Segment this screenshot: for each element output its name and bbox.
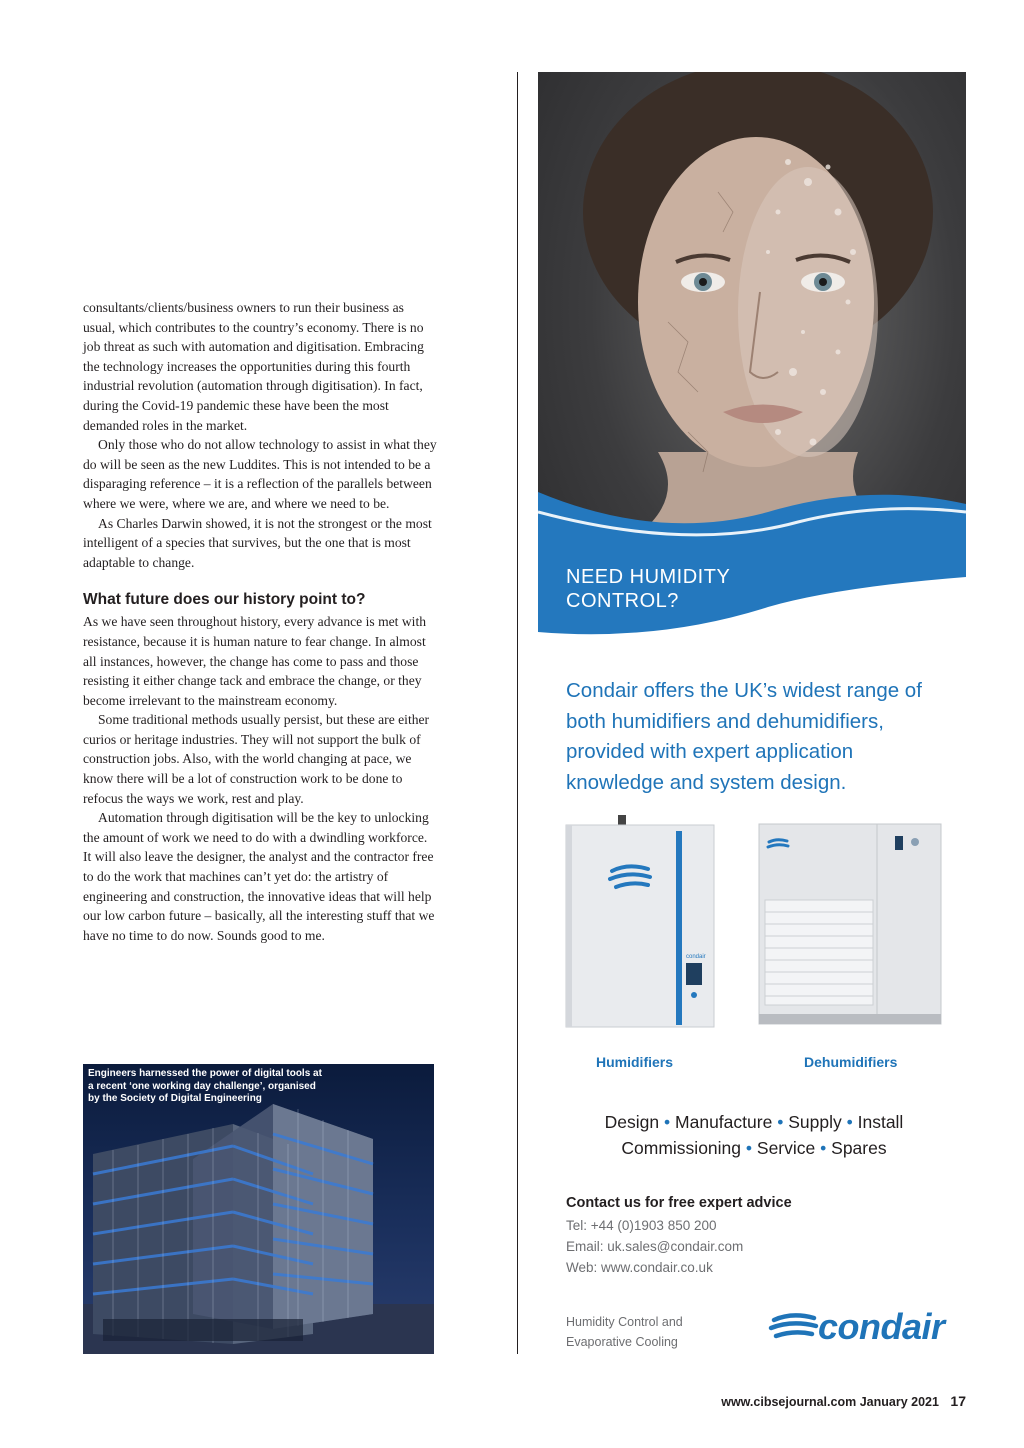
humidifier-product-image — [560, 815, 718, 1030]
separator-dot: • — [820, 1138, 827, 1158]
article-paragraph: consultants/clients/business owners to run their business as usual, which contributes to the country’s economy. There is no job threat as such with automation and digitisation. Embracing the technology increases the opportunities during this fourth industrial revolution (automation through digitisation). In fact, during the Covid-19 pandemic these have been the most demanded roles in the market. — [83, 300, 424, 433]
contact-email[interactable]: Email: uk.sales@condair.com — [566, 1239, 744, 1254]
contact-block — [566, 1192, 946, 1278]
contact-web[interactable]: Web: www.condair.co.uk — [566, 1260, 713, 1275]
building-illustration — [83, 1064, 434, 1354]
separator-dot: • — [777, 1112, 784, 1132]
ad-headline — [566, 565, 816, 613]
services-line — [540, 1135, 968, 1161]
condair-wave-logo-icon — [768, 1310, 820, 1344]
contact-tel[interactable]: Tel: +44 (0)1903 850 200 — [566, 1218, 717, 1233]
service-item: Design — [604, 1112, 660, 1132]
ad-tagline — [566, 1313, 746, 1352]
page-number: 17 — [950, 1393, 966, 1409]
photo-caption: Engineers harnessed the power of digital tools at a recent ‘one working day challenge’, organised by the Society of Digital Engineering — [88, 1068, 322, 1104]
ad-headline-line: CONTROL? — [566, 590, 679, 612]
article-paragraph: As Charles Darwin showed, it is not the strongest or the most intelligent of a species that survives, but the one that is most adaptable to change. — [83, 515, 432, 570]
services-line — [540, 1109, 968, 1135]
page-footer — [721, 1393, 966, 1409]
footer-url[interactable]: www.cibsejournal.com — [721, 1395, 857, 1409]
ad-headline-line: NEED HUMIDITY — [566, 566, 731, 588]
separator-dot: • — [745, 1138, 753, 1158]
article-body — [83, 298, 437, 945]
article-paragraph: Only those who do not allow technology to assist in what they do will be seen as the new Luddites. This is not intended to be a disparaging reference – it is a reflection of the parallels between where we were, where we are, and where we need to be. — [83, 437, 437, 511]
service-item: Spares — [831, 1138, 887, 1158]
ad-lead-text: Condair offers the UK’s widest range of both humidifiers and dehumidifiers, provided with expert application knowledge and system design. — [566, 679, 922, 794]
article-paragraph: As we have seen throughout history, every advance is met with resistance, because it is human nature to fear change. In almost all instances, however, the change has come to pass and those resisting it either change tack and embrace the change, or they become irrelevant to the mainstream economy. — [83, 614, 427, 708]
article-paragraph: Automation through digitisation will be the key to unlocking the amount of work we need to do with a dwindling workforce. It will also leave the designer, the analyst and the contractor free to do the work that machines can’t yet do: the artistry of engineering and construction, the innovative ideas that will help our low carbon future – basically, all the interesting stuff that we have no time to do now. Sounds good to me. — [83, 810, 435, 943]
tagline-line: Humidity Control and — [566, 1315, 683, 1329]
humidifier-brand-mark: condair — [686, 954, 706, 960]
service-item: Install — [857, 1112, 904, 1132]
service-item: Manufacture — [675, 1112, 773, 1132]
product-label-dehumidifiers: Dehumidifiers — [804, 1054, 898, 1070]
footer-issue: January 2021 — [859, 1395, 939, 1409]
building-photo — [83, 1064, 434, 1354]
article-paragraph: Some traditional methods usually persist, but these are either curios or heritage industries. They will not support the bulk of construction jobs. Also, with the world changing at pace, we know there will be a lot of construction work to be done to refocus the ways we work, rest and play. — [83, 712, 430, 806]
condair-logo: condair — [818, 1306, 945, 1347]
service-item: Supply — [788, 1112, 842, 1132]
tagline-line: Evaporative Cooling — [566, 1334, 678, 1349]
product-label-humidifiers: Humidifiers — [596, 1054, 674, 1070]
separator-dot: • — [664, 1112, 671, 1132]
service-item: Commissioning — [621, 1138, 742, 1158]
dehumidifier-product-image — [755, 820, 945, 1032]
column-divider — [517, 72, 518, 1354]
article-subheading: What future does our history point to? — [83, 591, 366, 609]
services-list — [540, 1109, 968, 1161]
separator-dot: • — [846, 1112, 853, 1132]
contact-heading: Contact us for free expert advice — [566, 1195, 792, 1211]
service-item: Service — [756, 1138, 816, 1158]
